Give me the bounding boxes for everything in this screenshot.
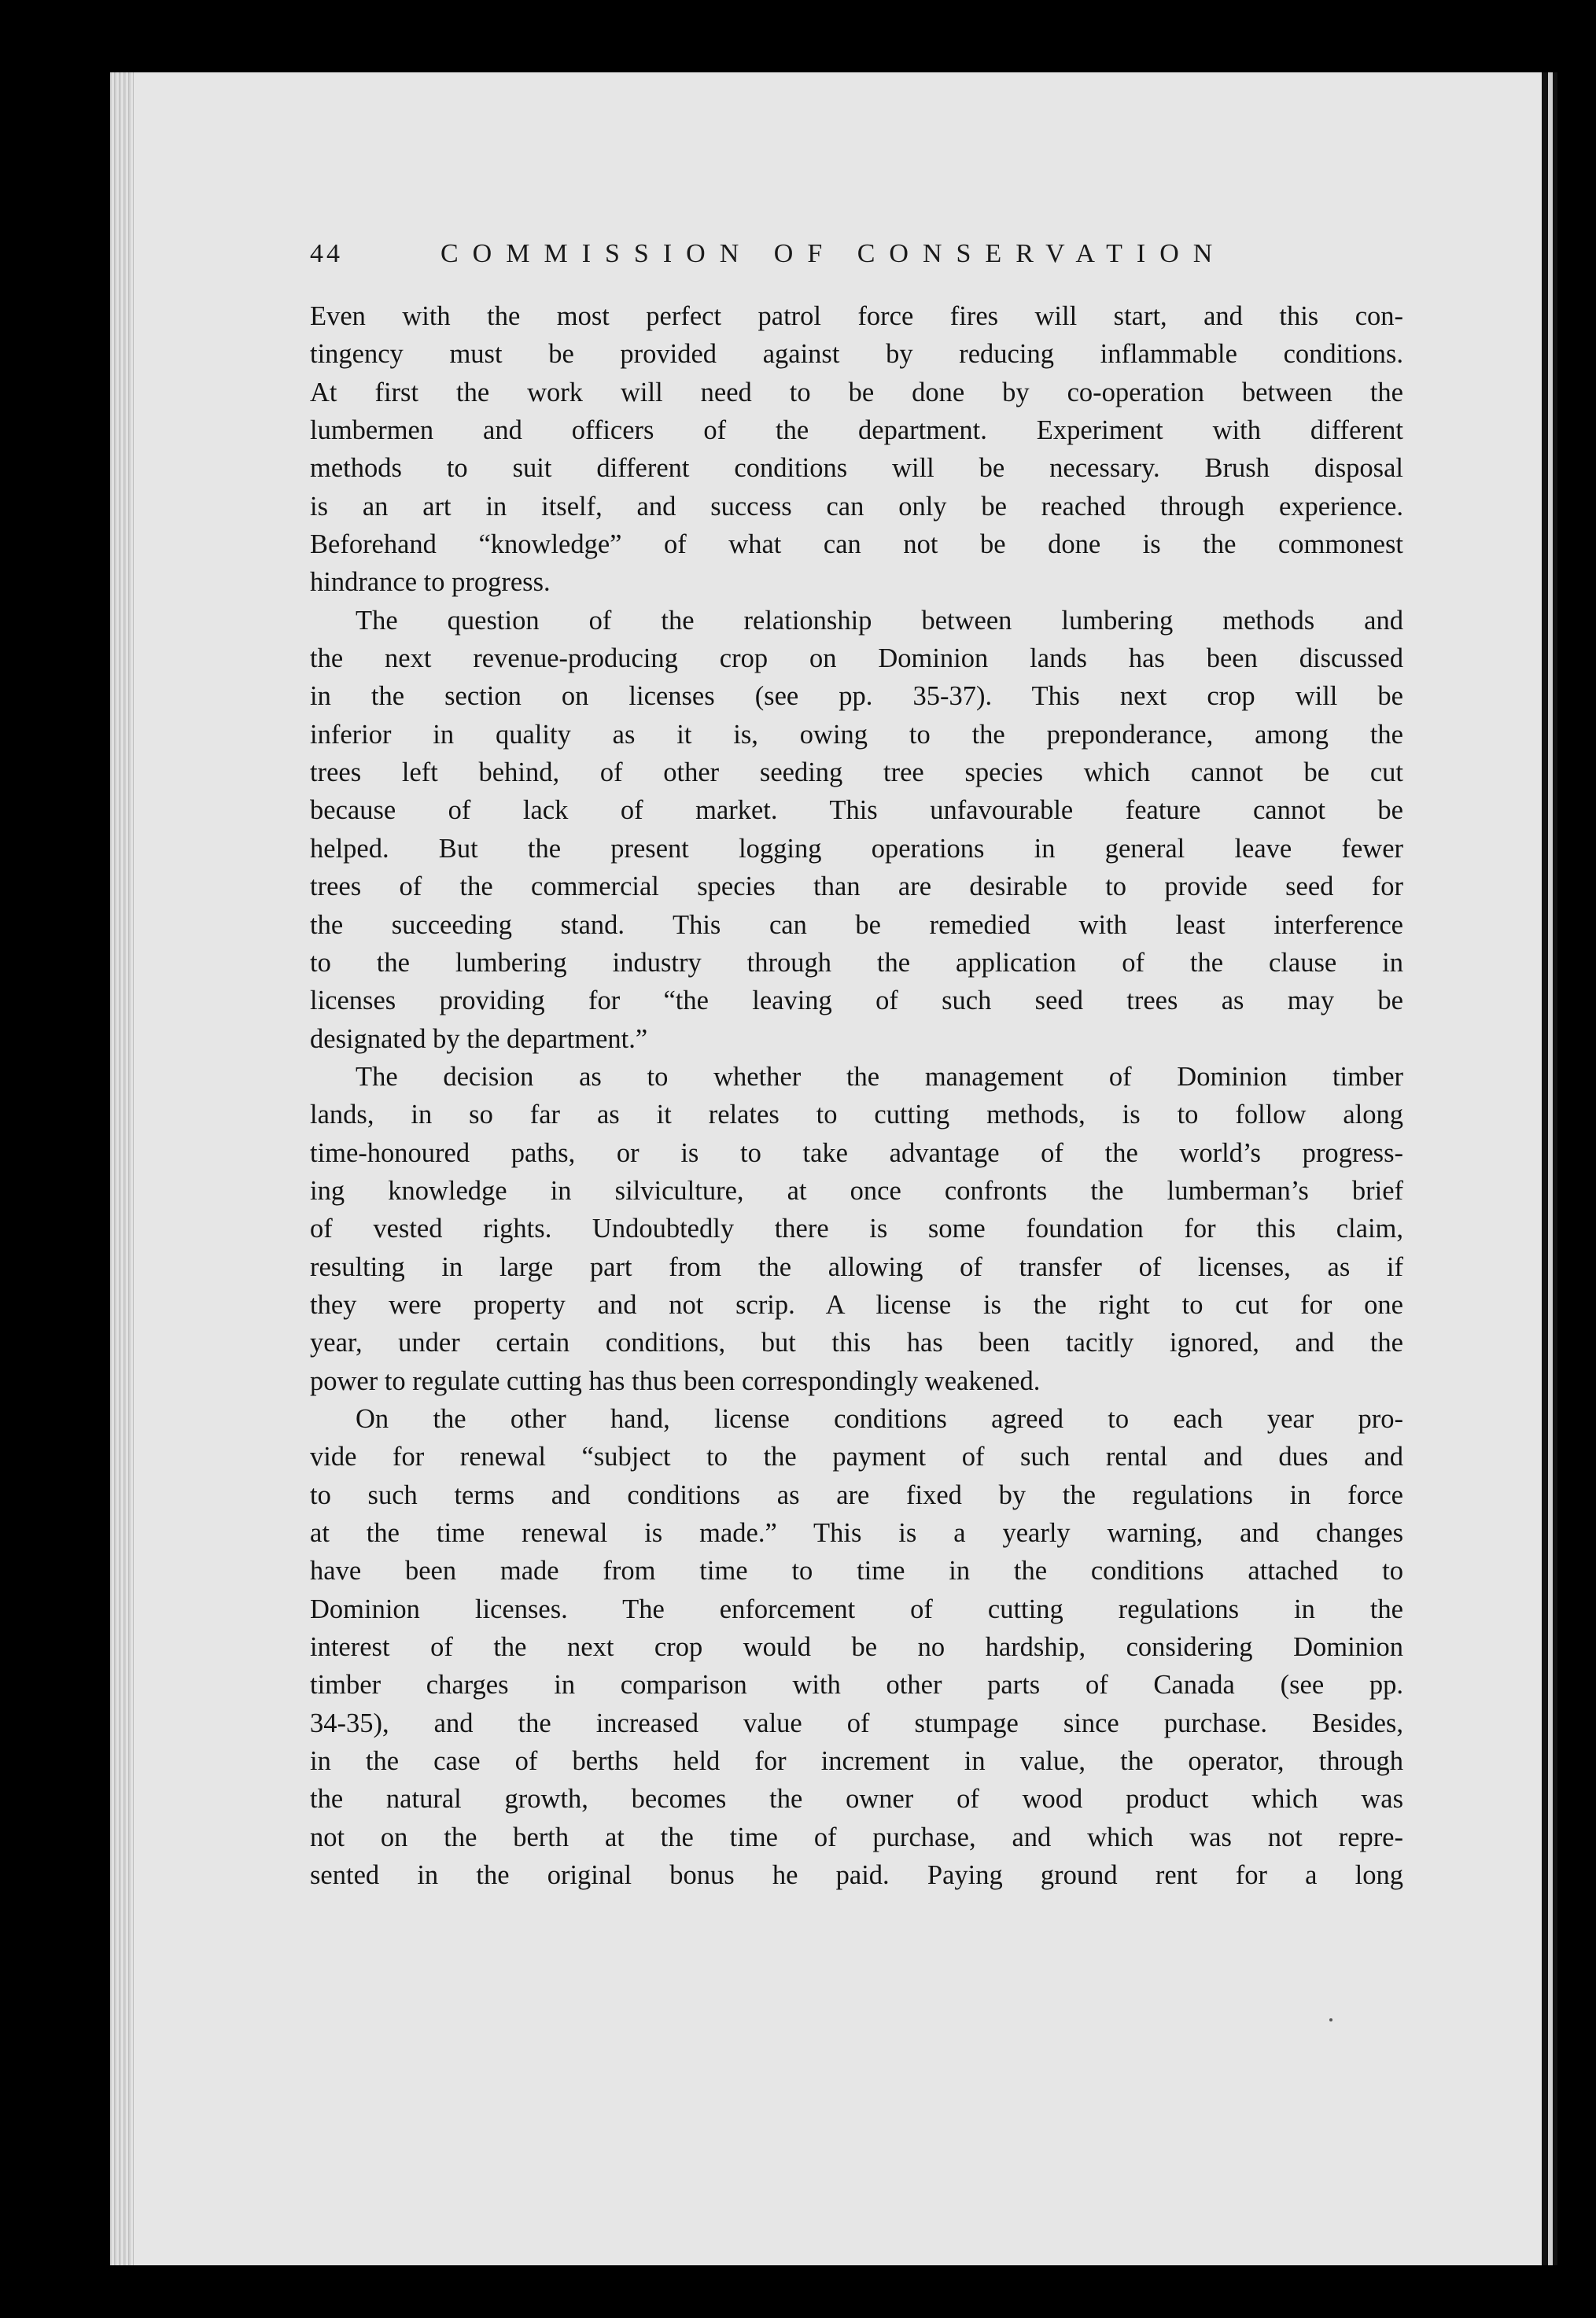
text-line: to the lumbering industry through the application of the clause in	[310, 947, 1403, 978]
text-line: The question of the relationship between lumbering methods and	[356, 605, 1403, 636]
text-line: Dominion licenses. The enforcement of cutting regulations in the	[310, 1594, 1403, 1624]
text-line: have been made from time to time in the conditions attached to	[310, 1556, 1403, 1586]
text-line: because of lack of market. This unfavourable feature cannot be	[310, 795, 1403, 826]
page-binding-edge	[110, 72, 134, 2265]
page-number: 44	[310, 239, 343, 268]
text-line: sented in the original bonus he paid. Paying ground rent for a long	[310, 1860, 1403, 1891]
text-line: ing knowledge in silviculture, at once confronts the lumberman’s brief	[310, 1175, 1403, 1206]
text-line: Beforehand “knowledge” of what can not be done is the commonest	[310, 529, 1403, 560]
text-line: lumbermen and officers of the department. Experiment with different	[310, 415, 1403, 446]
paragraph	[310, 602, 1403, 1058]
text-line: Even with the most perfect patrol force fires will start, and this con-	[310, 301, 1403, 331]
text-line: trees of the commercial species than are desirable to provide seed for	[310, 872, 1403, 902]
text-line: they were property and not scrip. A license is the right to cut for one	[310, 1289, 1403, 1320]
text-line: is an art in itself, and success can only be reached through experience.	[310, 491, 1403, 521]
text-line: at the time renewal is made.” This is a yearly warning, and changes	[310, 1518, 1403, 1548]
text-line: licenses providing for “the leaving of such seed trees as may be	[310, 986, 1403, 1016]
text-line: resulting in large part from the allowing of transfer of licenses, as if	[310, 1251, 1403, 1282]
text-line: inferior in quality as it is, owing to the preponderance, among the	[310, 719, 1403, 750]
text-line: the succeeding stand. This can be remedied with least interference	[310, 909, 1403, 940]
text-line: trees left behind, of other seeding tree species which cannot be cut	[310, 757, 1403, 788]
paragraph	[310, 1058, 1403, 1400]
text-line: the natural growth, becomes the owner of wood product which was	[310, 1784, 1403, 1815]
text-line: in the case of berths held for increment in value, the operator, through	[310, 1746, 1403, 1777]
scan-speck	[1329, 2018, 1332, 2021]
running-head	[310, 239, 1403, 278]
text-line: vide for renewal “subject to the payment of such rental and dues and	[310, 1442, 1403, 1472]
paragraph	[310, 297, 1403, 602]
text-line: not on the berth at the time of purchase, and which was not repre-	[310, 1822, 1403, 1852]
text-line: designated by the department.”	[310, 1023, 648, 1054]
text-line: year, under certain conditions, but this has been tacitly ignored, and the	[310, 1328, 1403, 1358]
text-line: methods to suit different conditions will be necessary. Brush disposal	[310, 453, 1403, 484]
text-line: in the section on licenses (see pp. 35-37). This next crop will be	[310, 681, 1403, 712]
text-line: 34-35), and the increased value of stumpage since purchase. Besides,	[310, 1708, 1403, 1738]
text-line: tingency must be provided against by reducing inflammable conditions.	[310, 339, 1403, 370]
running-head-title: COMMISSION OF CONSERVATION	[440, 239, 1227, 268]
text-line: to such terms and conditions as are fixed by the regulations in force	[310, 1480, 1403, 1510]
text-line: power to regulate cutting has thus been correspondingly weakened.	[310, 1365, 1041, 1396]
text-line: interest of the next crop would be no hardship, considering Dominion	[310, 1632, 1403, 1663]
text-line: the next revenue-producing crop on Dominion lands has been discussed	[310, 643, 1403, 674]
text-line: lands, in so far as it relates to cutting methods, is to follow along	[310, 1100, 1403, 1130]
text-line: The decision as to whether the management of Dominion timber	[356, 1061, 1403, 1092]
text-line: time-honoured paths, or is to take advantage of the world’s progress-	[310, 1137, 1403, 1168]
text-line: of vested rights. Undoubtedly there is some foundation for this claim,	[310, 1214, 1403, 1244]
next-page-edge	[1548, 72, 1553, 2265]
text-line: hindrance to progress.	[310, 567, 551, 598]
text-line: On the other hand, license conditions agreed to each year pro-	[356, 1403, 1403, 1434]
paragraph	[310, 1400, 1403, 1894]
body-text	[310, 297, 1403, 1894]
text-line: At first the work will need to be done by co-operation between the	[310, 377, 1403, 407]
text-line: timber charges in comparison with other parts of Canada (see pp.	[310, 1670, 1403, 1701]
text-line: helped. But the present logging operations in general leave fewer	[310, 833, 1403, 864]
